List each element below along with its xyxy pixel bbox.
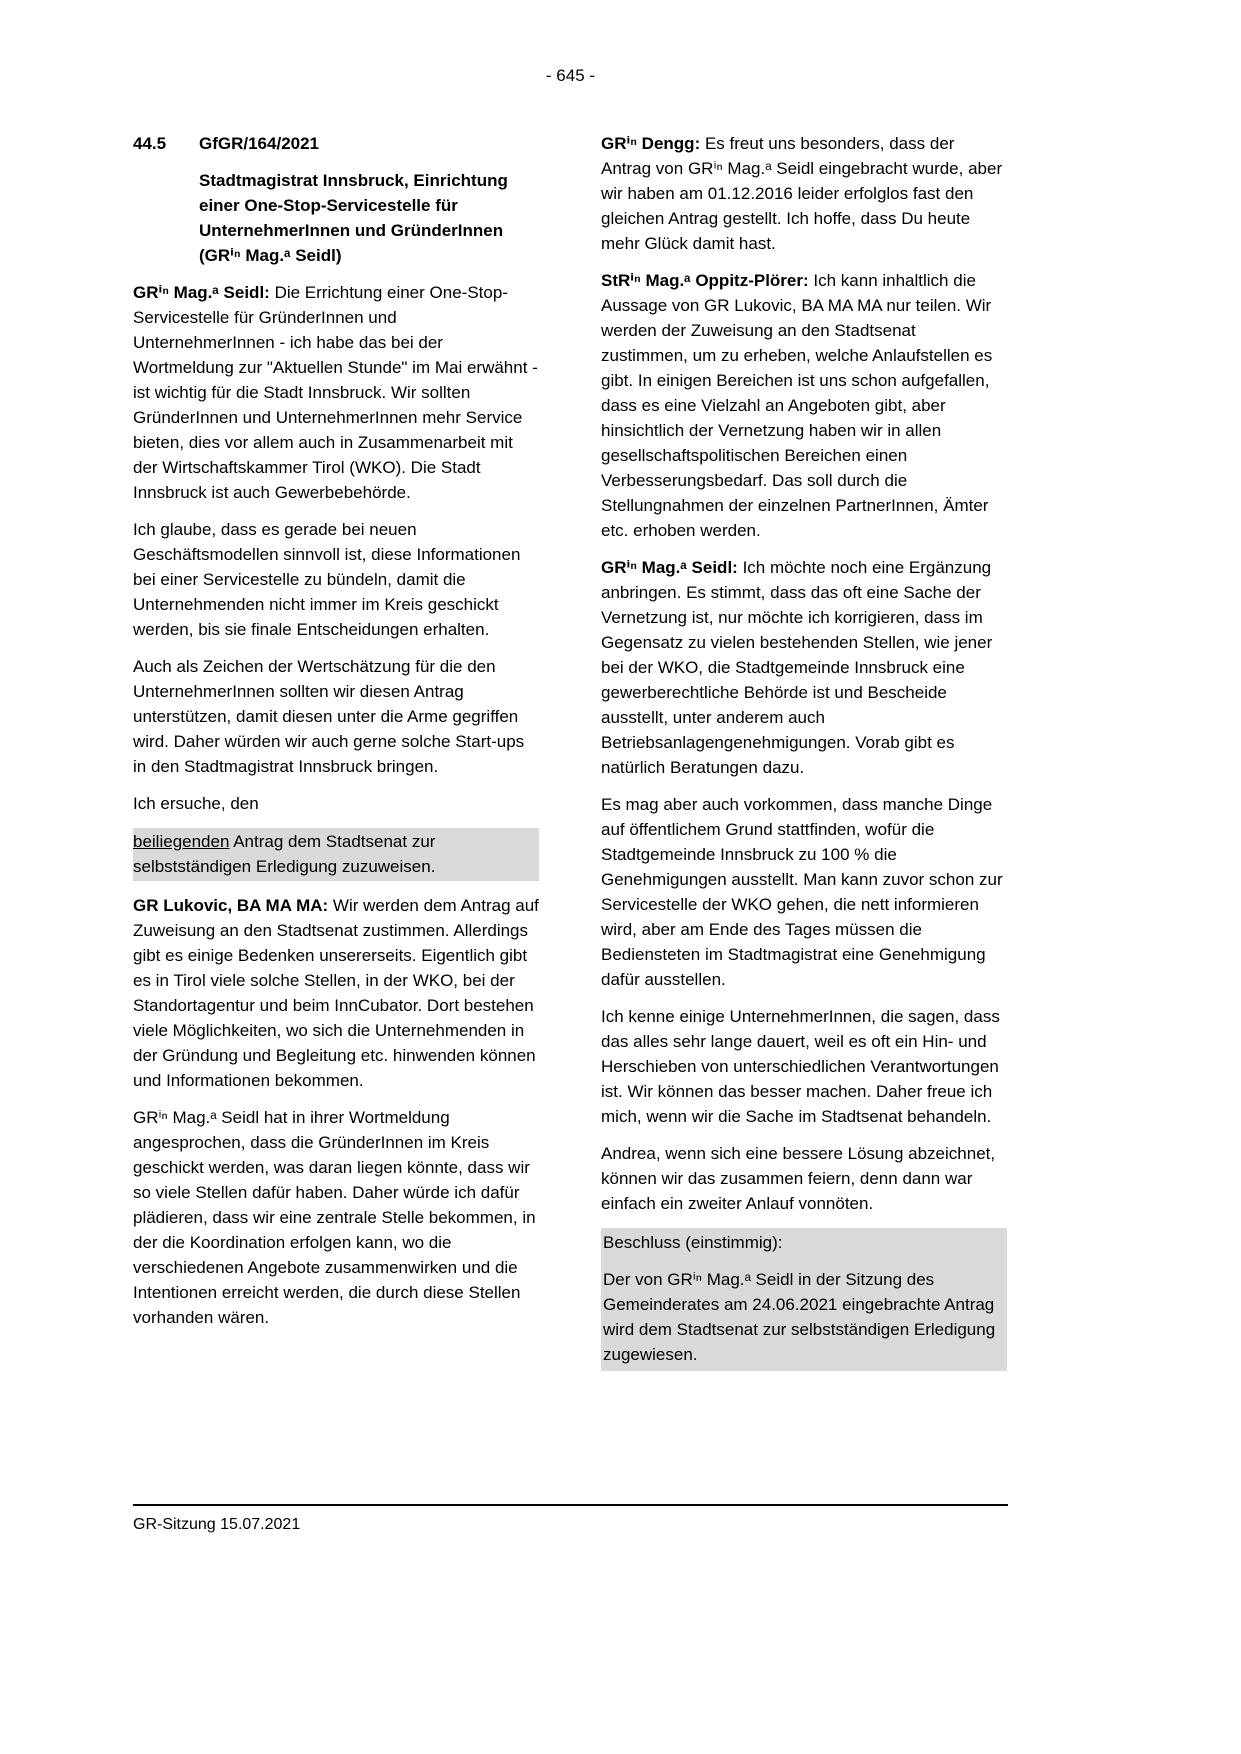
speech-paragraph [601,1004,1007,1129]
speech-paragraph [601,1141,1007,1216]
speech-paragraph [601,555,1007,780]
speech-text: Wir werden dem Antrag auf Zuweisung an den Stadtsenat zustimmen. Allerdings gibt es einige Bedenken unsererseits. Eigentlich gibt es in Tirol viele solche Stellen, in der WKO, bei der Standortagentur und beim InnCubator. Dort bestehen viele Möglichkeiten, wo sich die Unternehmenden in der Gründung und Begleitung etc. hinwenden können und Informationen bekommen. [133,896,539,1090]
page-footer [133,1504,1008,1535]
speaker-name: StRⁱⁿ Mag.ᵃ Oppitz-Plörer: [601,271,809,290]
speech-text: Ich kenne einige UnternehmerInnen, die sagen, dass das alles sehr lange dauert, weil es oft ein Hin- und Herschieben von unterschiedlichen Verantwortungen ist. Wir können das besser machen. Daher freue ich mich, wenn wir die Sache im Stadtsenat behandeln. [601,1007,1000,1126]
decision-heading: Beschluss (einstimmig): [603,1233,783,1252]
left-column [133,131,539,1371]
speech-text: Die Errichtung einer One-Stop-Servicestelle für GründerInnen und UnternehmerInnen - ich habe das bei der Wortmeldung zur "Aktuellen Stunde" im Mai erwähnt - ist wichtig für die Stadt Innsbruck. Wir sollten GründerInnen und UnternehmerInnen mehr Service bieten, dies vor allem auch in Zusammenarbeit mit der Wirtschaftskammer Tirol (WKO). Die Stadt Innsbruck ist auch Gewerbebehörde. [133,283,538,502]
speech-paragraph [133,654,539,779]
speech-paragraph [133,280,539,505]
right-column [601,131,1007,1371]
speech-text: Ich möchte noch eine Ergänzung anbringen. Es stimmt, dass das oft eine Sache der Vernetzung ist, nur möchte ich korrigieren, dass im Gegensatz zu vielen bestehenden Stellen, wie jener bei der WKO, die Stadtgemeinde Innsbruck eine gewerberechtliche Behörde ist und Bescheide ausstellt, unter anderem auch Betriebsanlagengenehmigungen. Vorab gibt es natürlich Beratungen dazu. [601,558,993,777]
footer-text: GR-Sitzung 15.07.2021 [133,1516,301,1533]
section-head [133,131,539,156]
speaker-name: GRⁱⁿ Mag.ᵃ Seidl: [133,283,270,302]
speaker-name: GRⁱⁿ Mag.ᵃ Seidl: [601,558,738,577]
speaker-name: GR Lukovic, BA MA MA: [133,896,329,915]
speech-paragraph [133,1105,539,1330]
speaker-name: GRⁱⁿ Dengg: [601,134,701,153]
speech-paragraph [601,268,1007,543]
speech-text: Auch als Zeichen der Wertschätzung für die den UnternehmerInnen sollten wir diesen Antrag unterstützen, damit diesen unter die Arme gegriffen wird. Daher würden wir auch gerne solche Start-ups in den Stadtmagistrat Innsbruck bringen. [133,657,525,776]
speech-text: Ich glaube, dass es gerade bei neuen Geschäftsmodellen sinnvoll ist, diese Informationen bei einer Servicestelle zu bündeln, damit die Unternehmenden nicht immer im Kreis geschickt werden, bis sie finale Entscheidungen erhalten. [133,520,521,639]
decision-text: Der von GRⁱⁿ Mag.ᵃ Seidl in der Sitzung des Gemeinderates am 24.06.2021 eingebrachte Antrag wird dem Stadtsenat zur selbstständigen Erledigung zugewiesen. [603,1270,996,1364]
section-title: Stadtmagistrat Innsbruck, Einrichtung einer One-Stop-Servicestelle für UnternehmerInnen und GründerInnen (GRⁱⁿ Mag.ᵃ Seidl) [199,171,508,265]
motion-text: Antrag dem Stadtsenat zur selbstständigen Erledigung zuzuweisen. [133,832,436,876]
motion-underlined-word: beiliegenden [133,832,230,851]
speech-text: Ich kann inhaltlich die Aussage von GR Lukovic, BA MA MA nur teilen. Wir werden der Zuweisung an den Stadtsenat zustimmen, um zu erheben, welche Anlaufstellen es gibt. In einigen Bereichen ist uns schon aufgefallen, dass es eine Vielzahl an Angeboten gibt, aber hinsichtlich der Vernetzung haben wir in allen gesellschaftspolitischen Bereichen einen Verbesserungsbedarf. Das soll durch die Stellungnahmen der einzelnen PartnerInnen, Ämter etc. erhoben werden. [601,271,993,540]
motion-highlight [133,828,539,881]
speech-paragraph [601,131,1007,256]
speech-text: Ich ersuche, den [133,794,259,813]
speech-paragraph [133,893,539,1093]
speech-paragraph [601,792,1007,992]
speech-text: Andrea, wenn sich eine bessere Lösung abzeichnet, können wir das zusammen feiern, denn dann war einfach ein zweiter Anlauf vonnöten. [601,1144,996,1213]
speech-paragraph [133,517,539,642]
page-number: - 645 - [545,66,596,85]
section-id: GfGR/164/2021 [199,134,320,153]
speech-paragraph [133,791,539,816]
speech-text: Es mag aber auch vorkommen, dass manche Dinge auf öffentlichem Grund stattfinden, wofür die Stadtgemeinde Innsbruck zu 100 % die Genehmigungen ausstellt. Man kann zuvor schon zur Servicestelle der WKO gehen, die nett informieren wird, aber am Ende des Tages müssen die Bediensteten im Stadtmagistrat eine Genehmigung dafür ausstellen. [601,795,1003,989]
section-number: 44.5 [133,134,167,153]
speech-text: GRⁱⁿ Mag.ᵃ Seidl hat in ihrer Wortmeldung angesprochen, dass die GründerInnen im Kreis geschickt werden, was daran liegen könnte, dass wir so viele Stellen dafür haben. Daher würde ich dafür plädieren, dass wir eine zentrale Stelle bekommen, in der die Koordination erfolgen kann, wo die verschiedenen Angebote zusammenwirken und die Intentionen erreicht werden, die durch diese Stellen vorhanden wären. [133,1108,536,1327]
content-columns [133,131,1008,1371]
speech-text: Es freut uns besonders, dass der Antrag von GRⁱⁿ Mag.ᵃ Seidl eingebracht wurde, aber wir haben am 01.12.2016 leider erfolglos fast den gleichen Antrag gestellt. Ich hoffe, dass Du heute mehr Glück damit hast. [601,134,1003,253]
decision-highlight [601,1228,1007,1371]
